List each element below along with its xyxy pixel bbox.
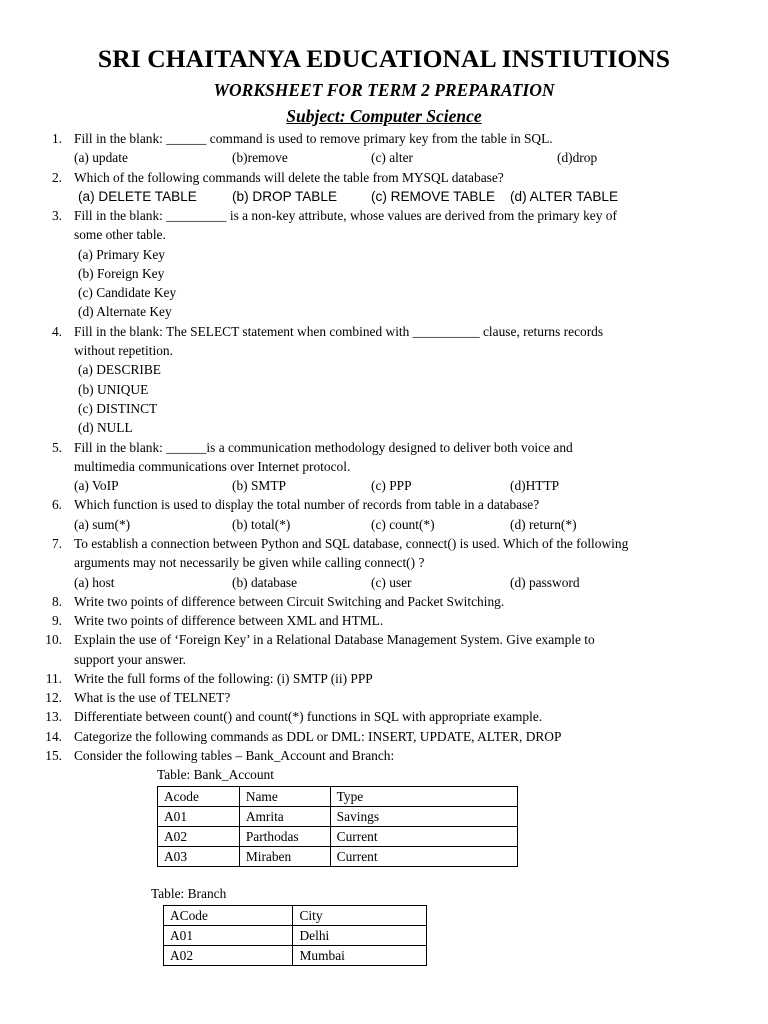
- table-cell: A02: [164, 946, 293, 966]
- question-text: Write two points of difference between Circuit Switching and Packet Switching.: [74, 594, 505, 609]
- option-c: (c) count(*): [371, 517, 435, 532]
- question-text: Which function is used to display the total number of records from table in a database?: [74, 497, 540, 512]
- option-a: (a) Primary Key: [78, 247, 166, 262]
- option-c: (c) user: [371, 575, 412, 590]
- table-header-row: [164, 906, 427, 926]
- option-d: (d)drop: [557, 150, 598, 165]
- table-header-row: [158, 787, 518, 807]
- branch-caption: Table: Branch: [151, 886, 227, 901]
- question-text: Fill in the blank: ______is a communication methodology designed to deliver both voice and: [74, 440, 573, 455]
- question-text-continued: some other table.: [74, 227, 166, 242]
- question-number: 4.: [51, 324, 62, 339]
- option-b: (b)remove: [232, 150, 288, 165]
- table-row: [164, 926, 427, 946]
- option-c: (c) alter: [371, 150, 413, 165]
- question-text: Consider the following tables – Bank_Account and Branch:: [74, 748, 395, 763]
- option-b: (b) database: [232, 575, 298, 590]
- question-text: Fill in the blank: ______ command is used to remove primary key from the table in SQL.: [74, 131, 553, 146]
- option-d: (d) return(*): [510, 517, 577, 532]
- question-number: 14.: [45, 729, 62, 744]
- question-text: Fill in the blank: _________ is a non-key attribute, whose values are derived from the primary key of: [74, 208, 617, 223]
- question-number: 1.: [51, 131, 62, 146]
- question-number: 2.: [51, 170, 62, 185]
- table-cell: Current: [330, 827, 517, 847]
- option-a: (a) VoIP: [74, 478, 119, 493]
- question-text: Explain the use of ‘Foreign Key’ in a Relational Database Management System. Give example to: [74, 632, 595, 647]
- question-text-continued: multimedia communications over Internet protocol.: [74, 459, 351, 474]
- table-cell: Delhi: [293, 926, 427, 946]
- option-b: (b) total(*): [232, 517, 291, 532]
- table-cell: Miraben: [239, 847, 330, 867]
- worksheet-subtitle: WORKSHEET FOR TERM 2 PREPARATION: [213, 80, 555, 100]
- branch-table: [163, 905, 427, 966]
- subject-heading: Subject: Computer Science: [286, 106, 482, 126]
- option-d: (d) ALTER TABLE: [510, 189, 619, 204]
- bank-account-caption: Table: Bank_Account: [157, 767, 274, 782]
- question-text: Which of the following commands will delete the table from MYSQL database?: [74, 170, 504, 185]
- table-row: [158, 807, 518, 827]
- option-b: (b) Foreign Key: [78, 266, 165, 281]
- table-cell: Savings: [330, 807, 517, 827]
- document-title: SRI CHAITANYA EDUCATIONAL INSTIUTIONS: [97, 44, 671, 73]
- question-number: 13.: [45, 709, 62, 724]
- option-d: (d) password: [510, 575, 580, 590]
- table-header-cell: City: [293, 906, 427, 926]
- question-number: 10.: [45, 632, 62, 647]
- question-text: Fill in the blank: The SELECT statement when combined with __________ clause, returns records: [74, 324, 604, 339]
- table-header-cell: Name: [239, 787, 330, 807]
- option-a: (a) DELETE TABLE: [78, 189, 197, 204]
- question-number: 6.: [51, 497, 62, 512]
- table-cell: A02: [158, 827, 240, 847]
- option-b: (b) SMTP: [232, 478, 286, 493]
- question-number: 9.: [51, 613, 62, 628]
- table-cell: A01: [158, 807, 240, 827]
- table-header-cell: ACode: [164, 906, 293, 926]
- question-number: 3.: [51, 208, 62, 223]
- option-b: (b) UNIQUE: [78, 382, 149, 397]
- option-a: (a) update: [74, 150, 128, 165]
- question-number: 5.: [51, 440, 62, 455]
- option-a: (a) DESCRIBE: [78, 362, 161, 377]
- question-text: Write the full forms of the following: (i) SMTP (ii) PPP: [74, 671, 373, 686]
- question-text: Differentiate between count() and count(*) functions in SQL with appropriate example.: [74, 709, 543, 724]
- table-cell: Parthodas: [239, 827, 330, 847]
- question-text: To establish a connection between Python and SQL database, connect() is used. Which of the following: [74, 536, 629, 551]
- question-number: 15.: [45, 748, 62, 763]
- option-b: (b) DROP TABLE: [232, 189, 338, 204]
- option-c: (c) PPP: [371, 478, 412, 493]
- option-d: (d)HTTP: [510, 478, 560, 493]
- table-row: [158, 847, 518, 867]
- question-number: 7.: [51, 536, 62, 551]
- table-cell: Amrita: [239, 807, 330, 827]
- question-text-continued: without repetition.: [74, 343, 173, 358]
- question-text: What is the use of TELNET?: [74, 690, 231, 705]
- option-c: (c) REMOVE TABLE: [371, 189, 496, 204]
- table-header-cell: Acode: [158, 787, 240, 807]
- option-a: (a) host: [74, 575, 115, 590]
- table-cell: A03: [158, 847, 240, 867]
- question-number: 11.: [45, 671, 62, 686]
- table-row: [164, 946, 427, 966]
- table-cell: A01: [164, 926, 293, 946]
- option-c: (c) Candidate Key: [78, 285, 177, 300]
- option-d: (d) Alternate Key: [78, 304, 172, 319]
- option-a: (a) sum(*): [74, 517, 131, 532]
- table-header-cell: Type: [330, 787, 517, 807]
- question-text-continued: arguments may not necessarily be given while calling connect() ?: [74, 555, 425, 570]
- option-c: (c) DISTINCT: [78, 401, 158, 416]
- question-text-continued: support your answer.: [74, 652, 186, 667]
- question-number: 12.: [45, 690, 62, 705]
- option-d: (d) NULL: [78, 420, 133, 435]
- question-text: Categorize the following commands as DDL or DML: INSERT, UPDATE, ALTER, DROP: [74, 729, 562, 744]
- question-number: 8.: [51, 594, 62, 609]
- bank-account-table: [157, 786, 518, 867]
- table-cell: Mumbai: [293, 946, 427, 966]
- question-text: Write two points of difference between XML and HTML.: [74, 613, 384, 628]
- table-cell: Current: [330, 847, 517, 867]
- table-row: [158, 827, 518, 847]
